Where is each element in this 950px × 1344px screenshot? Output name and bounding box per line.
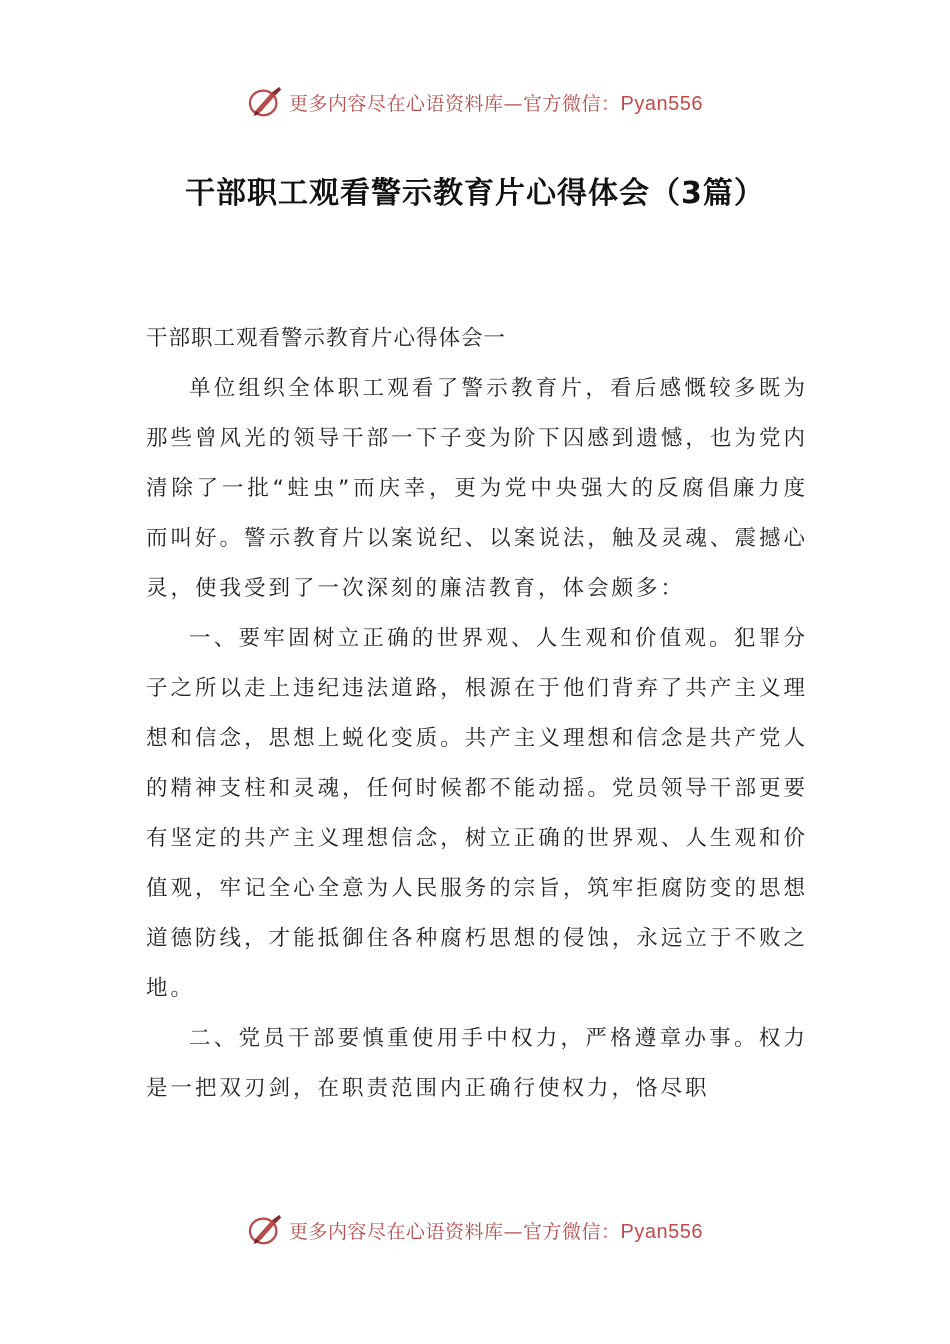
wechat-id: Pyan556 — [620, 1220, 703, 1243]
watermark-text: 更多内容尽在心语资料库—官方微信：Pyan556 — [289, 1220, 703, 1243]
paragraph-3: 二、党员干部要慎重使用手中权力，严格遵章办事。权力是一把双刃剑，在职责范围内正确行使权力，恪尽职 — [146, 1026, 808, 1101]
pen-circle-icon — [247, 1213, 285, 1247]
watermark-banner-top — [0, 80, 950, 124]
watermark-text: 更多内容尽在心语资料库—官方微信：Pyan556 — [289, 92, 703, 115]
section-heading: 干部职工观看警示教育片心得体会一 — [146, 326, 507, 351]
paragraph-1: 单位组织全体职工观看了警示教育片，看后感慨较多既为那些曾风光的领导干部一下子变为阶下囚感到遗憾，也为党内清除了一批“蛀虫”而庆幸，更为党中央强大的反腐倡廉力度而叫好。警示教育片以案说纪、以案说法，触及灵魂、震撼心灵，使我受到了一次深刻的廉洁教育，体会颇多： — [146, 376, 808, 601]
paragraph-2: 一、要牢固树立正确的世界观、人生观和价值观。犯罪分子之所以走上违纪违法道路，根源在于他们背弃了共产主义理想和信念，思想上蜕化变质。共产主义理想和信念是共产党人的精神支柱和灵魂，任何时候都不能动摇。党员领导干部更要有坚定的共产主义理想信念，树立正确的世界观、人生观和价值观，牢记全心全意为人民服务的宗旨，筑牢拒腐防变的思想道德防线，才能抵御住各种腐朽思想的侵蚀，永远立于不败之地。 — [146, 626, 808, 1001]
document-title: 干部职工观看警示教育片心得体会（3篇） — [185, 176, 765, 211]
pen-circle-icon — [247, 85, 285, 119]
wechat-id: Pyan556 — [620, 92, 703, 115]
document-body — [146, 314, 808, 1114]
watermark-banner-bottom — [0, 1208, 950, 1252]
